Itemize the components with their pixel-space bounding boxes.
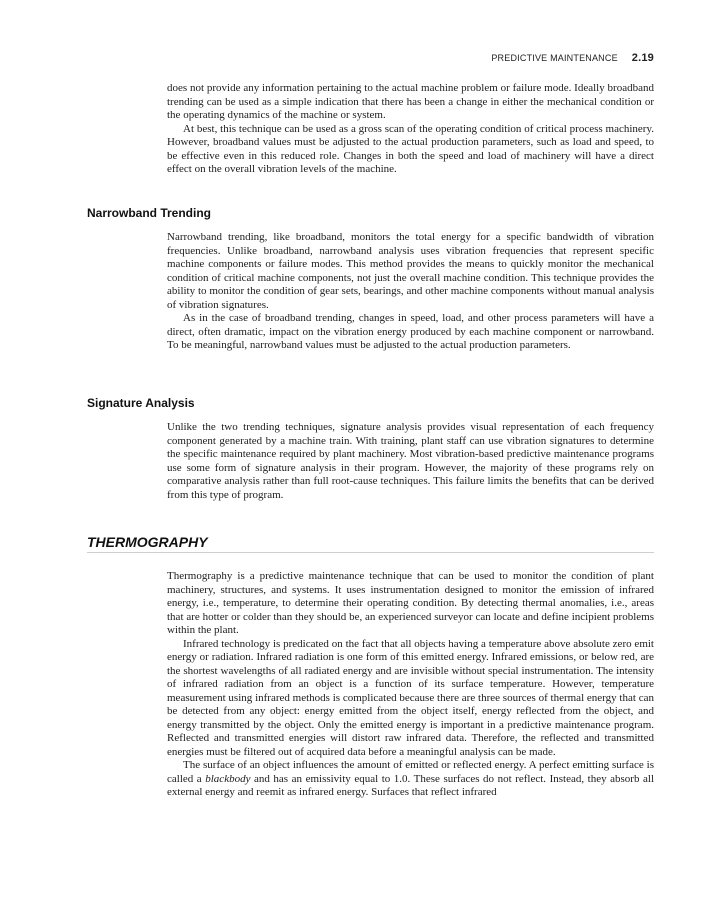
narrowband-paragraph-1: Narrowband trending, like broadband, monitors the total energy for a specific bandwidth of vibration frequencies. Unlike broadband, narrowband analysis uses vibration frequencies that represent specific machine components or failure modes. This method provides the means to quickly monitor the mechanical condition of critical machine components, not just the overall machine condition. This technique provides the ability to monitor the condition of gear sets, bearings, and other machine components without manual analysis of vibration signatures. [167, 231, 654, 311]
page-number: 2.19 [631, 52, 654, 64]
intro-paragraph-2: At best, this technique can be used as a gross scan of the operating condition of critical process machinery. However, broadband values must be adjusted to the actual production parameters, such as load and speed, to be effective even in this reduced role. Changes in both the speed and load of machinery will have a direct effect on the overall vibration levels of the machine. [167, 122, 654, 175]
signature-paragraph-1: Unlike the two trending techniques, signature analysis provides visual representation of each frequency component generated by a machine train. With training, plant staff can use vibration signatures to determine the specific maintenance required by plant machinery. Most vibration-based predictive maintenance programs use some form of signature analysis in their program. However, the majority of these programs rely on comparative analysis rather than full root-cause techniques. This failure limits the benefits that can be derived from this type of program. [167, 421, 654, 501]
intro-section [167, 82, 654, 177]
signature-section [167, 421, 654, 502]
p3-text-after: and has an emissivity equal to 1.0. These surfaces do not reflect. Instead, they absorb all external energy and reemit as infrared energy. Surfaces that reflect infrared [167, 772, 654, 798]
running-title: PREDICTIVE MAINTENANCE [491, 53, 618, 63]
narrowband-section [167, 231, 654, 353]
signature-heading: Signature Analysis [87, 396, 195, 410]
thermography-paragraph-3 [167, 759, 654, 800]
p3-text-before: The surface of an object influences the amount of emitted or reflected energy. A perfect emitting surface is called a [167, 759, 654, 785]
narrowband-heading: Narrowband Trending [87, 206, 212, 220]
blackbody-term: blackbody [205, 772, 251, 785]
section-rule [87, 552, 654, 553]
running-head [491, 52, 654, 64]
intro-paragraph-1: does not provide any information pertaining to the actual machine problem or failure mode. Ideally broadband trending can be used as a simple indication that there has been a change in either the mechanical condition or the operating dynamics of the machine or system. [167, 82, 654, 121]
thermography-heading: THERMOGRAPHY [87, 534, 208, 550]
thermography-section [167, 570, 654, 800]
thermography-paragraph-1: Thermography is a predictive maintenance technique that can be used to monitor the condition of plant machinery, structures, and systems. It uses instrumentation designed to monitor the emission of infrared energy, i.e., temperature, to determine their operating condition. By detecting thermal anomalies, i.e., areas that are hotter or colder than they should be, an experienced surveyor can locate and define incipient problems within the plant. [167, 570, 654, 636]
thermography-paragraph-2: Infrared technology is predicated on the fact that all objects having a temperature above absolute zero emit energy or radiation. Infrared radiation is one form of this emitted energy. Infrared emissions, or below red, are the shortest wavelengths of all radiated energy and are invisible without special instrumentation. The intensity of infrared radiation from an object is a function of its surface temperature. However, temperature measurement using infrared methods is complicated because there are three sources of thermal energy that can be detected from any object: energy emitted from the object itself, energy reflected from the object, and energy transmitted by the object. Only the emitted energy is important in a predictive maintenance program. Reflected and transmitted energies will distort raw infrared data. Therefore, the reflected and transmitted energies must be filtered out of acquired data before a meaningful analysis can be made. [167, 637, 654, 758]
narrowband-paragraph-2: As in the case of broadband trending, changes in speed, load, and other process parameters will have a direct, often dramatic, impact on the vibration energy produced by each machine component or narrowband. To be meaningful, narrowband values must be adjusted to the actual production parameters. [167, 312, 654, 351]
